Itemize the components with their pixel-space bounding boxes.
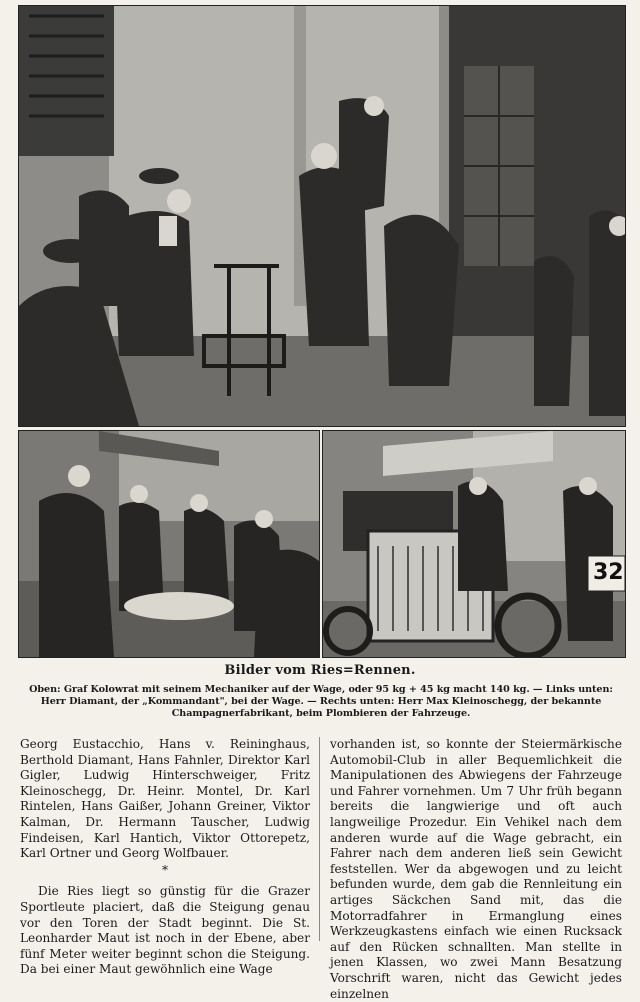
- article-paragraph-ries: Die Ries liegt so günstig für die Grazer Sportleute placiert, daß die Steigung genau vor den Toren der Stadt beginnt. Die St. Leonharder Maut ist noch in der Ebene, aber fünf Meter weiter beginnt schon die Steigung. Da bei einer Maut gewöhnlich eine Wage: [20, 884, 310, 977]
- article-column-right: [330, 737, 622, 1002]
- photo-sealing-vehicles: [322, 430, 626, 658]
- photo-commandant-at-scale: [18, 430, 320, 658]
- article-paragraph-weighing: vorhanden ist, so konnte der Steiermärkische Automobil-Club in aller Bequemlichkeit die Manipulationen des Abwiegens der Fahrzeuge und Fahrer vornehmen. Um 7 Uhr früh begann bereits die langwierige und oft auch langweilige Prozedur. Ein Vehikel nach dem anderen wurde auf die Wage gebracht, ein Fahrer nach dem anderen ließ sein Gewicht feststellen. Wer da abgewogen und zu leicht befunden wurde, dem gab die Rennleitung ein artiges Säckchen Sand mit, das die Motorradfahrer in Ermanglung eines Werkzeugkastens einfach wie einen Rucksack auf den Rücken schnallten. Man stellte in jenen Klassen, wo zwei Mann Besatzung Vorschrift waren, nicht das Gewicht jedes einzelnen: [330, 737, 622, 1001]
- photo-weighing-scene: [18, 5, 626, 427]
- photo-top-illustration: [19, 6, 625, 426]
- photo-bottom-right-illustration: [323, 431, 625, 657]
- caption-text: Oben: Graf Kolowrat mit seinem Mechaniker auf der Wage, oder 95 kg + 45 kg macht 140 kg. — Links unten: Herr Diamant, der „Kommandant", bei der Wage. — Rechts unten: Herr Max Kleinoschegg, der bekannte Champagnerfabrikant, beim Plombieren der Fahrzeuge.: [29, 684, 613, 719]
- caption-title: Bilder vom Ries=Rennen.: [224, 663, 416, 678]
- participant-names: Georg Eustacchio, Hans v. Reininghaus, Berthold Diamant, Hans Fahnler, Direktor Karl Gigler, Ludwig Hinterschweiger, Fritz Kleinoschegg, Dr. Heinr. Montel, Dr. Karl Rintelen, Hans Gaißer, Johann Greiner, Viktor Kalman, Dr. Hermann Tauscher, Ludwig Findeisen, Karl Hantich, Viktor Ottorepetz, Karl Ortner und Georg Wolfbauer.: [20, 737, 310, 861]
- photo-bottom-left-illustration: [19, 431, 319, 657]
- race-number-plate: 32: [593, 560, 624, 585]
- column-divider: [319, 737, 320, 941]
- article-column-left: [20, 737, 310, 978]
- section-separator: *: [161, 862, 169, 877]
